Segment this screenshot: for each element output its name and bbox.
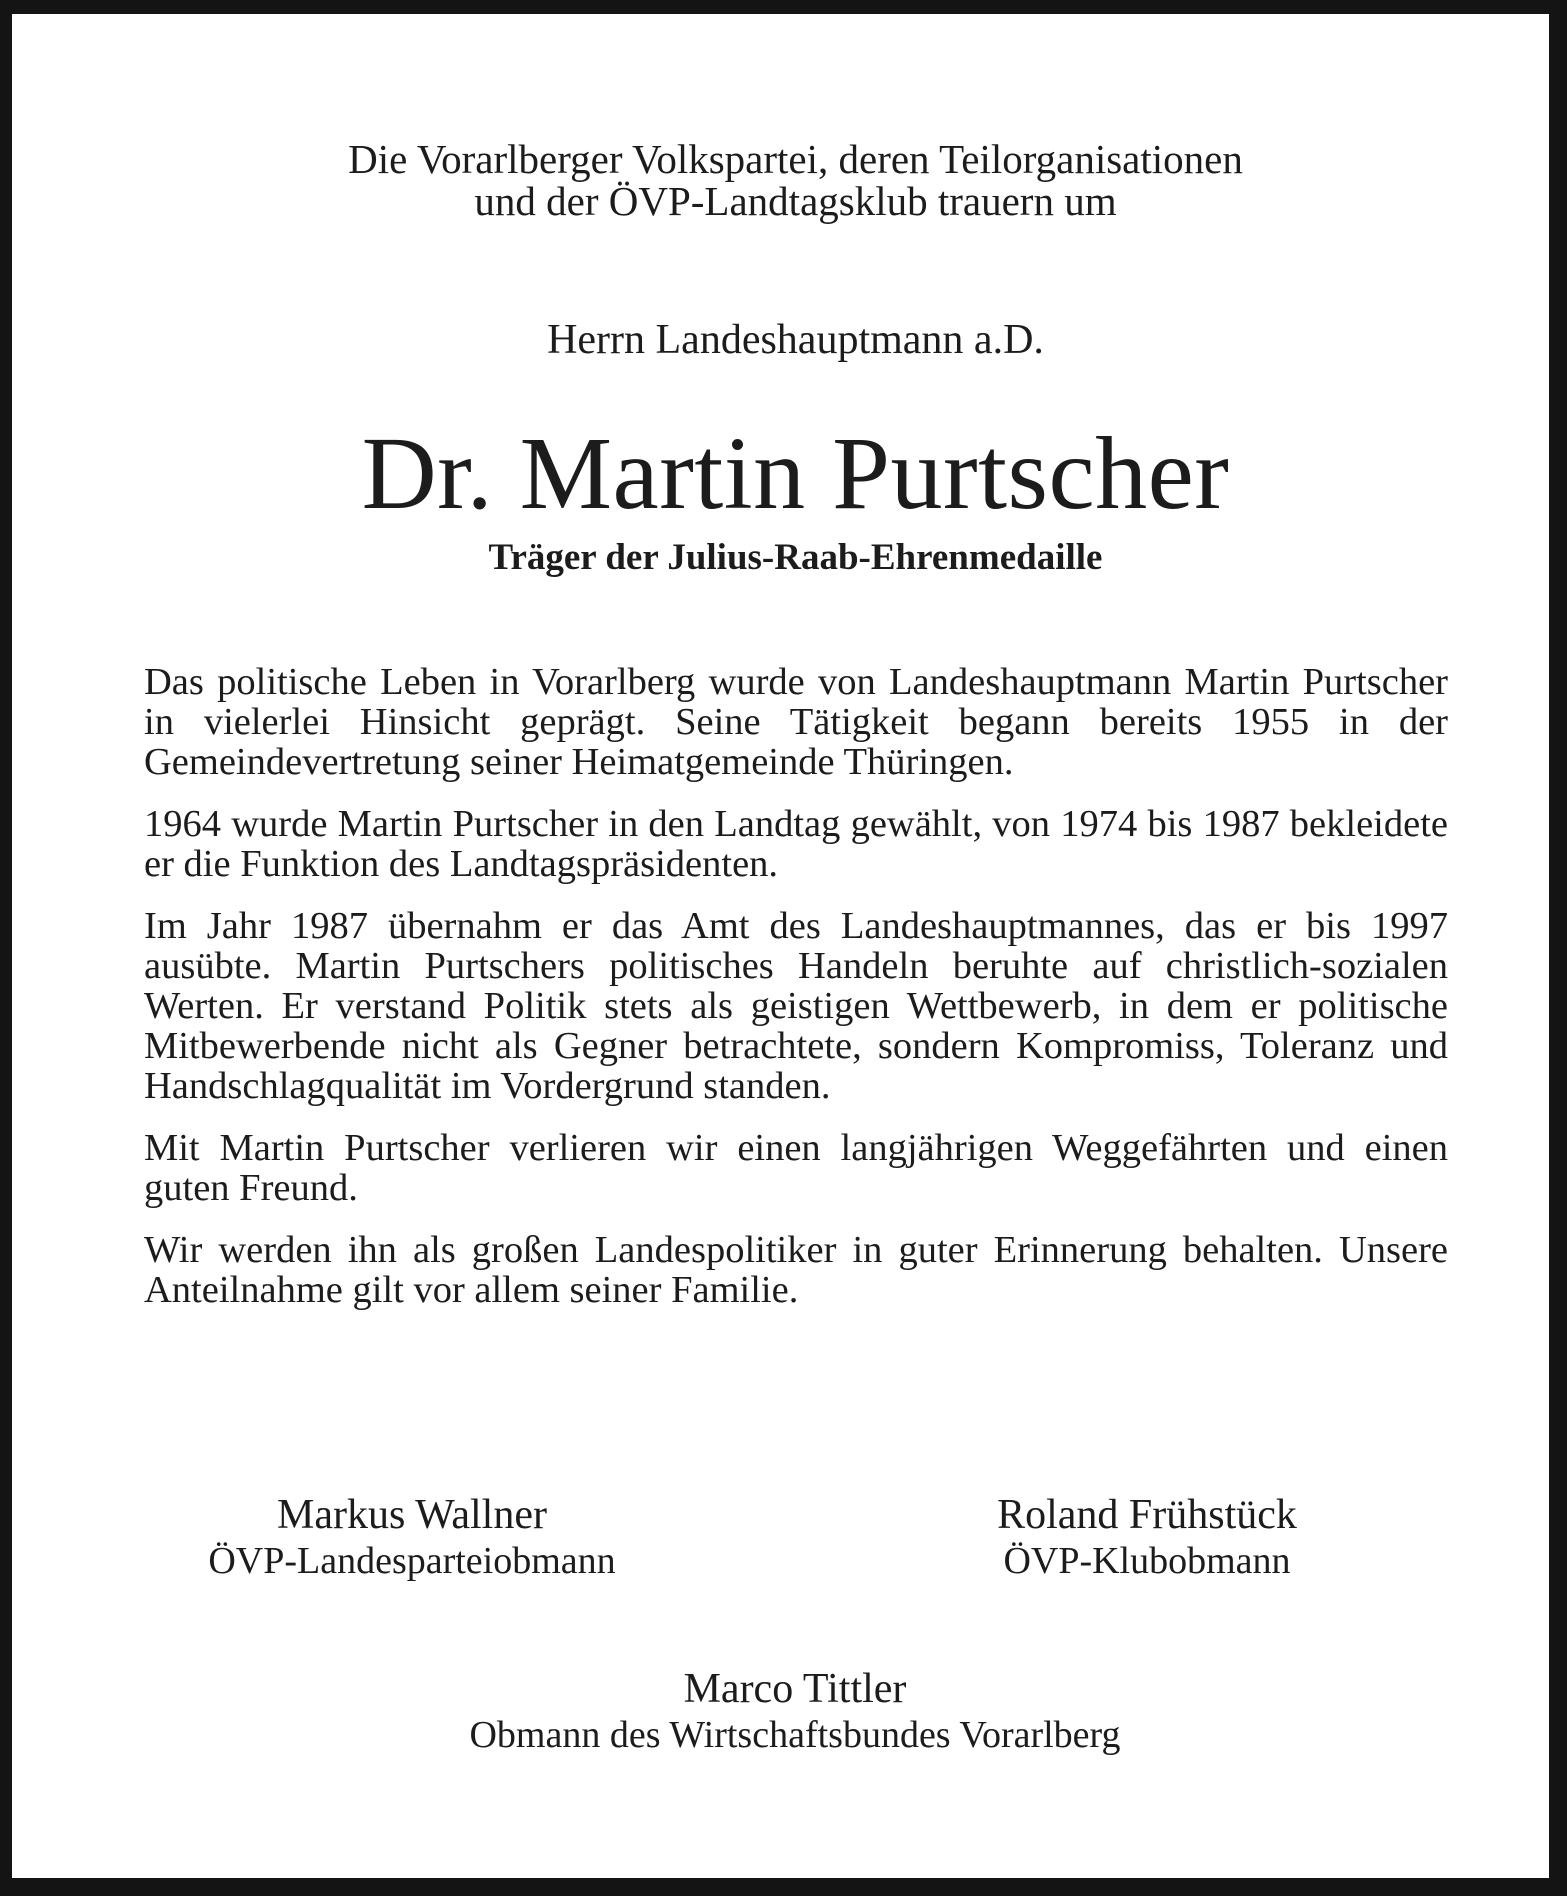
intro-line-1: Die Vorarlberger Volkspartei, deren Teilorganisationen [348,136,1243,182]
signatory-name: Marco Tittler [683,1666,907,1712]
signatory-name: Roland Frühstück [997,1492,1297,1538]
signatory-name: Markus Wallner [277,1492,547,1538]
paragraph-3: Im Jahr 1987 übernahm er das Amt des Landeshauptmannes, das er bis 1997 ausübte. Martin Purtschers politisches Handeln beruhte auf christlich-sozialen Werten. Er verstand Politik stets als geistigen Wettbewerb, in dem er politische Mitbewerbende nicht als Gegner betrachtete, sondern Kompromiss, Toleranz und Handschlagqualität im Vordergrund standen. [144,905,1448,1107]
signatory-role: ÖVP-Landesparteiobmann [208,1540,616,1582]
signatory-role: Obmann des Wirtschaftsbundes Vorarlberg [469,1714,1121,1756]
paragraph-4: Mit Martin Purtscher verlieren wir einen langjährigen Weggefährten und einen guten Freund. [144,1127,1448,1209]
signatory-3 [295,1664,1295,1756]
paragraph-5: Wir werden ihn als großen Landespolitiker in guter Erinnerung behalten. Unsere Anteilnahme gilt vor allem seiner Familie. [144,1229,1448,1311]
intro-line-2: und der ÖVP-Landtagsklub trauern um [474,178,1117,224]
signatory-2 [897,1490,1397,1582]
signatory-role: ÖVP-Klubobmann [1003,1540,1291,1582]
obituary-body [144,662,1448,1332]
honor-title: Träger der Julius-Raab-Ehrenmedaille [488,537,1103,578]
paragraph-2: 1964 wurde Martin Purtscher in den Landtag gewählt, von 1974 bis 1987 bekleidete er die Funktion des Landtagspräsidenten. [144,803,1448,885]
signatory-1 [162,1490,662,1582]
salutation: Herrn Landeshauptmann a.D. [547,317,1044,363]
paragraph-1: Das politische Leben in Vorarlberg wurde von Landeshauptmann Martin Purtscher in vielerlei Hinsicht geprägt. Seine Tätigkeit begann bereits 1955 in der Gemeindevertretung seiner Heimatgemeinde Thüringen. [144,661,1448,783]
intro-text [12,138,1567,222]
deceased-name: Dr. Martin Purtscher [361,416,1230,531]
